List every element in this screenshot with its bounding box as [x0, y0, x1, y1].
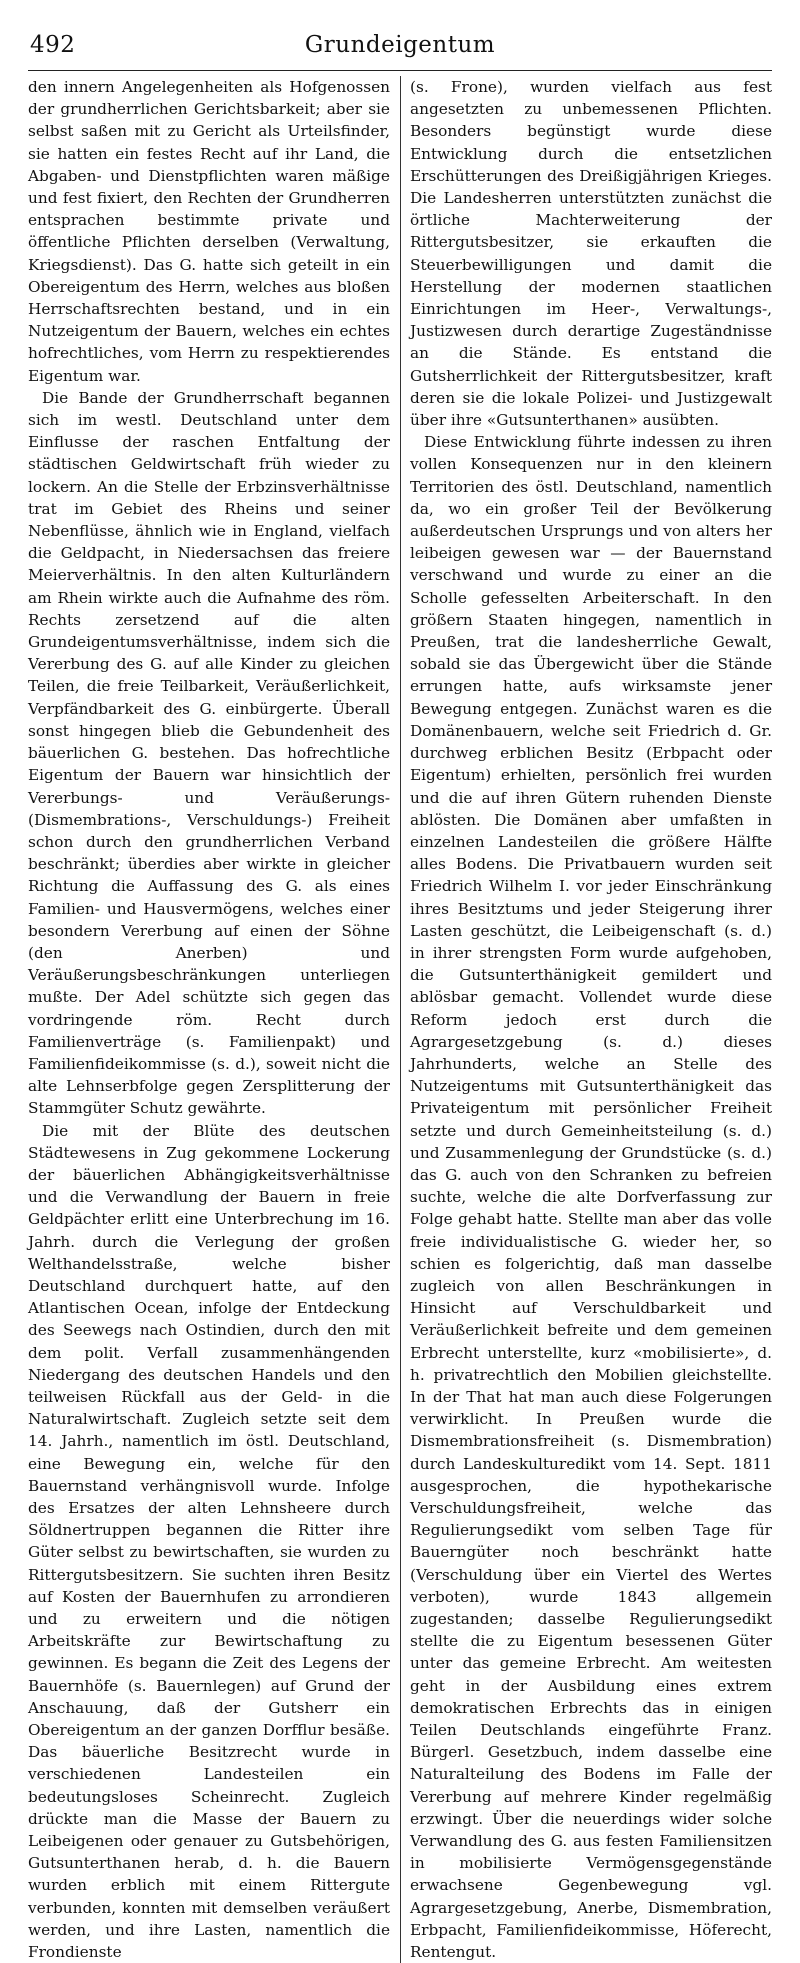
paragraph: Die Bande der Grundherrschaft begannen sich im westl. Deutschland unter dem Einflusse der raschen Entfaltung der städtischen Geldwirtschaft früh wieder zu lockern. An die Stelle der Erbzinsverhältnisse trat im Gebiet des Rheins und seiner Nebenflüsse, ähnlich wie in England, vielfach die Geldpacht, in Niedersachsen das freiere Meierverhältnis. In den alten Kulturländern am Rhein wirkte auch die Aufnahme des röm. Rechts zersetzend auf die alten Grundeigentumsverhältnisse, indem sich die Vererbung des G. auf alle Kinder zu gleichen Teilen, die freie Teilbarkeit, Veräußerlichkeit, Verpfändbarkeit des G. einbürgerte. Überall sonst hingegen blieb die Gebundenheit des bäuerlichen G. bestehen. Das hofrechtliche Eigentum der Bauern war hinsichtlich der Vererbungs- und Veräußerungs- (Dismembrations-, Verschuldungs-) Freiheit schon durch den grundherrlichen Verband beschränkt; überdies aber wirkte in gleicher Richtung die Auffassung des G. als eines Familien- und Hausvermögens, welches einer besondern Vererbung auf einen der Söhne (den Anerben) und Veräußerungsbeschränkungen unterliegen mußte. Der Adel schützte sich gegen das vordringende röm. Recht durch Familienverträge (s. Familienpakt) und Familienfideikommisse (s. d.), soweit nicht die alte Lehnserbfolge gegen Zersplitterung der Stammgüter Schutz gewährte. [28, 388, 390, 1118]
paragraph: Diese Entwicklung führte indessen zu ihren vollen Konsequenzen nur in den kleinern Territorien des östl. Deutschland, namentlich da, wo ein großer Teil der Bevölkerung außerdeutschen Ursprungs und von alters her leibeigen gewesen war — der Bauernstand verschwand und wurde zu einer an die Scholle gefesselten Arbeiterschaft. In den größern Staaten hingegen, namentlich in Preußen, trat die landesherrliche Gewalt, sobald sie das Übergewicht über die Stände errungen hatte, aufs wirksamste jener Bewegung entgegen. Zunächst waren es die Domänenbauern, welche seit Friedrich d. Gr. durchweg erblichen Besitz (Erbpacht oder Eigentum) erhielten, persönlich frei wurden und die auf ihren Gütern ruhenden Dienste ablösten. Die Domänen aber umfaßten in einzelnen Landesteilen die größere Hälfte alles Bodens. Die Privatbauern wurden seit Friedrich Wilhelm I. vor jeder Einschränkung ihres Besitztums und jeder Steigerung ihrer Lasten geschützt, die Leibeigenschaft (s. d.) in ihrer strengsten Form wurde aufgehoben, die Gutsunterthänigkeit gemildert und ablösbar gemacht. Vollendet wurde diese Reform jedoch erst durch die Agrargesetzgebung (s. d.) dieses Jahrhunderts, welche an Stelle des Nutzeigentums mit Gutsunterthänigkeit das Privateigentum mit persönlicher Freiheit setzte und durch Gemeinheitsteilung (s. d.) und Zusammenlegung der Grundstücke (s. d.) das G. auch von den Schranken zu befreien suchte, welche die alte Dorfverfassung zur Folge gehabt hatte. Stellte man aber das volle freie individualistische G. wieder her, so schien es folgerichtig, daß man dasselbe zugleich von allen Beschränkungen in Hinsicht auf Verschuldbarkeit und Veräußerlichkeit befreite und dem gemeinen Erbrecht unterstellte, kurz «mobilisierte», d. h. privatrechtlich den Mobilien gleichstellte. In der That hat man auch diese Folgerungen verwirklicht. In Preußen wurde die Dismembrationsfreiheit (s. Dismembration) durch Landeskulturedikt vom 14. Sept. 1811 ausgesprochen, die hypothekarische Verschuldungsfreiheit, welche das Regulierungsedikt vom selben Tage für Bauerngüter noch beschränkt hatte (Verschuldung über ein Viertel des Wertes verboten), wurde 1843 allgemein zugestanden; dasselbe Regulierungsedikt stellte die zu Eigentum besessenen Güter unter das gemeine Erbrecht. Am weitesten geht in der Ausbildung eines extrem demokratischen Erbrechts das in einigen Teilen Deutschlands eingeführte Franz. Bürgerl. Gesetzbuch, indem dasselbe eine Naturalteilung des Bodens im Falle der Vererbung auf mehrere Kinder regelmäßig erzwingt. Über die neuerdings wider solche Verwandlung des G. aus festen Familiensitzen in mobilisierte Vermögensgegenstände erwachsene Gegenbewegung vgl. Agrargesetzgebung, Anerbe, Dismembration, Erbpacht, Familienfideikommisse, Höferecht, Rentengut. [410, 433, 772, 1962]
running-head: Grundeigentum [304, 32, 496, 58]
text-columns [28, 76, 772, 1963]
page-header [28, 30, 772, 71]
paragraph: (s. Frone), wurden vielfach aus fest angesetzten zu unbemessenen Pflichten. Besonders begünstigt wurde diese Entwicklung durch die entsetzlichen Erschütterungen des Dreißigjährigen Krieges. Die Landesherren unterstützten zunächst die örtliche Machterweiterung der Rittergutsbesitzer, sie erkauften die Steuerbewilligungen und damit die Herstellung der modernen staatlichen Einrichtungen im Heer-, Verwaltungs-, Justizwesen durch derartige Zugeständnisse an die Stände. Es entstand die Gutsherrlichkeit der Rittergutsbesitzer, kraft deren sie die lokale Polizei- und Justizgewalt über ihre «Gutsunterthanen» ausübten. [410, 78, 772, 430]
right-column [410, 76, 772, 1963]
paragraph: den innern Angelegenheiten als Hofgenossen der grundherrlichen Gerichtsbarkeit; aber sie selbst saßen mit zu Gericht als Urteilsfinder, sie hatten ein festes Recht auf ihr Land, die Abgaben- und Dienstpflichten waren mäßige und fest fixiert, den Rechten der Grundherren entsprachen bestimmte private und öffentliche Pflichten derselben (Verwaltung, Kriegsdienst). Das G. hatte sich geteilt in ein Obereigentum des Herrn, welches aus bloßen Herrschaftsrechten bestand, und in ein Nutzeigentum der Bauern, welches ein echtes hofrechtliches, vom Herrn zu respektierendes Eigentum war. [28, 78, 390, 385]
page-number: 492 [30, 32, 76, 58]
left-column [28, 76, 390, 1963]
paragraph: Die mit der Blüte des deutschen Städtewesens in Zug gekommene Lockerung der bäuerlichen Abhängigkeitsverhältnisse und die Verwandlung der Bauern in freie Geldpächter erlitt eine Unterbrechung im 16. Jahrh. durch die Verlegung der großen Welthandelsstraße, welche bisher Deutschland durchquert hatte, auf den Atlantischen Ocean, infolge der Entdeckung des Seewegs nach Ostindien, durch den mit dem polit. Verfall zusammenhängenden Niedergang des deutschen Handels und den teilweisen Rückfall aus der Geld- in die Naturalwirtschaft. Zugleich setzte seit dem 14. Jahrh., namentlich im östl. Deutschland, eine Bewegung ein, welche für den Bauernstand verhängnisvoll wurde. Infolge des Ersatzes der alten Lehnsheere durch Söldnertruppen begannen die Ritter ihre Güter selbst zu bewirtschaften, sie wurden zu Rittergutsbesitzern. Sie suchten ihren Besitz auf Kosten der Bauernhufen zu arrondieren und zu erweitern und die nötigen Arbeitskräfte zur Bewirtschaftung zu gewinnen. Es begann die Zeit des Legens der Bauernhöfe (s. Bauernlegen) auf Grund der Anschauung, daß der Gutsherr ein Obereigentum an der ganzen Dorfflur besäße. Das bäuerliche Besitzrecht wurde in verschiedenen Landesteilen ein bedeutungsloses Scheinrecht. Zugleich drückte man die Masse der Bauern zu Leibeigenen oder genauer zu Gutsbehörigen, Gutsunterthanen herab, d. h. die Bauern wurden erblich mit einem Rittergute verbunden, konnten mit demselben veräußert werden, und ihre Lasten, namentlich die Frondienste [28, 1121, 390, 1962]
column-divider [400, 76, 401, 1963]
